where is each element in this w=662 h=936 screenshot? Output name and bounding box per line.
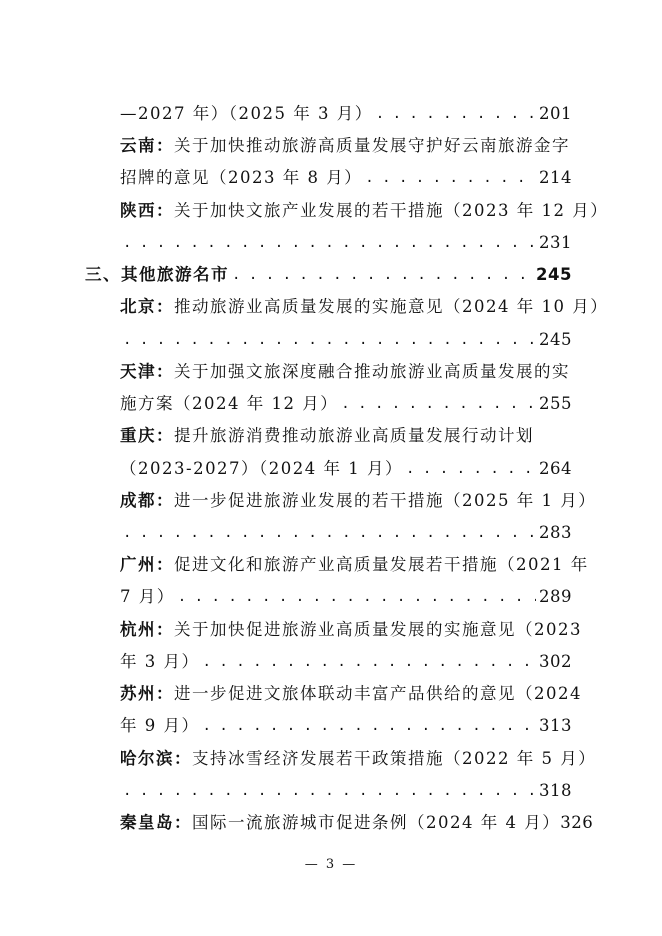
toc-entry-text: 关于加快推动旅游高质量发展守护好云南旅游金字: [174, 136, 570, 155]
toc-line-continuation: [120, 711, 572, 741]
toc-entry-text: 支持冰雪经济发展若干政策措施（2022 年 5 月）: [192, 749, 597, 768]
toc-entry-text: 推动旅游业高质量发展的实施意见（2024 年 10 月）: [174, 297, 609, 316]
toc-entry-label: 重庆：: [120, 426, 174, 445]
toc-line-continuation: [120, 776, 572, 806]
dot-leader: [341, 389, 536, 419]
toc-entry-label: 云南：: [120, 136, 174, 155]
toc-page-number: 255: [539, 394, 572, 413]
toc-page-number: 289: [539, 587, 572, 606]
toc-line-continuation: [120, 647, 572, 677]
toc-line-continuation: [120, 582, 572, 612]
toc-entry-tianjin[interactable]: [120, 357, 572, 387]
toc-page-number: 318: [539, 781, 572, 800]
toc-entry-harbin[interactable]: [120, 744, 597, 774]
toc-entry-qinhuangdao[interactable]: [120, 808, 594, 838]
dot-leader: [123, 325, 536, 355]
dot-leader: [123, 228, 536, 258]
toc-entry-text: 关于加快文旅产业发展的若干措施（2023 年 12 月）: [174, 201, 609, 220]
toc-entry-text: 施方案（2024 年 12 月）: [120, 394, 339, 413]
toc-entry-chengdu[interactable]: [120, 486, 597, 516]
toc-entry-text: 进一步促进旅游业发展的若干措施（2025 年 1 月）: [174, 491, 597, 510]
toc-entry-text: 关于加快促进旅游业高质量发展的实施意见（2023: [174, 620, 582, 639]
toc-page-number: 313: [539, 716, 572, 735]
toc-entry-label: 苏州：: [120, 684, 174, 703]
toc-line-continuation: [120, 99, 572, 129]
toc-entry-label: 秦皇岛：: [120, 813, 192, 832]
toc-entry-label: 北京：: [120, 297, 174, 316]
toc-entry-chongqing[interactable]: [120, 421, 572, 451]
dot-leader: [406, 454, 536, 484]
toc-entry-yunnan[interactable]: [120, 131, 572, 161]
toc-page-number: 231: [539, 233, 572, 252]
toc-page-number: 326: [560, 813, 594, 832]
toc-entry-text: 进一步促进文旅体联动丰富产品供给的意见（2024: [174, 684, 582, 703]
toc-line-continuation: [120, 228, 572, 258]
toc-page-number: 214: [539, 168, 572, 187]
dot-leader: [203, 647, 537, 677]
toc-line-continuation: [120, 325, 572, 355]
toc-entry-text: 国际一流旅游城市促进条例（2024 年 4 月）: [192, 813, 561, 832]
dot-leader: [376, 99, 536, 129]
toc-entry-hangzhou[interactable]: [120, 615, 582, 645]
toc-page-number: 245: [536, 265, 572, 284]
page-footer-number: — 3 —: [304, 857, 358, 872]
toc-entry-text: 招牌的意见（2023 年 8 月）: [120, 168, 363, 187]
toc-entry-label: 天津：: [120, 362, 174, 381]
toc-entry-suzhou[interactable]: [120, 679, 582, 709]
toc-line-continuation: [120, 454, 572, 484]
section-title: 三、其他旅游名市: [85, 265, 229, 284]
toc-entry-label: 杭州：: [120, 620, 174, 639]
toc-entry-text: 7 月）: [120, 587, 175, 606]
toc-line-continuation: [120, 389, 572, 419]
toc-entry-shaanxi[interactable]: [120, 196, 609, 226]
dot-leader: [203, 711, 537, 741]
toc-entry-text: 年 9 月）: [120, 716, 200, 735]
toc-line-continuation: [120, 163, 572, 193]
dot-leader: [123, 776, 536, 806]
toc-section-heading[interactable]: [85, 260, 572, 290]
toc-entry-label: 成都：: [120, 491, 174, 510]
toc-page-number: 283: [539, 523, 572, 542]
dot-leader: [232, 260, 533, 290]
toc-page-number: 302: [539, 652, 572, 671]
toc-entry-text: 关于加强文旅深度融合推动旅游业高质量发展的实: [174, 362, 570, 381]
toc-page-number: 245: [539, 330, 572, 349]
toc-entry-text: 年 3 月）: [120, 652, 200, 671]
toc-entry-guangzhou[interactable]: [120, 550, 589, 580]
toc-page-number: 264: [539, 459, 572, 478]
toc-entry-text: （2023-2027）（2024 年 1 月）: [120, 459, 404, 478]
toc-entry-text: 提升旅游消费推动旅游业高质量发展行动计划: [174, 426, 534, 445]
toc-page-number: 201: [539, 104, 572, 123]
toc-entry-beijing[interactable]: [120, 292, 609, 322]
toc-entry-text: 促进文化和旅游产业高质量发展若干措施（2021 年: [174, 555, 589, 574]
dot-leader: [365, 163, 536, 193]
toc-line-continuation: [120, 518, 572, 548]
dot-leader: [123, 518, 536, 548]
toc-entry-text: —2027 年）（2025 年 3 月）: [120, 104, 373, 123]
toc-entry-label: 广州：: [120, 555, 174, 574]
dot-leader: [178, 582, 536, 612]
toc-entry-label: 陕西：: [120, 201, 174, 220]
toc-entry-label: 哈尔滨：: [120, 749, 192, 768]
